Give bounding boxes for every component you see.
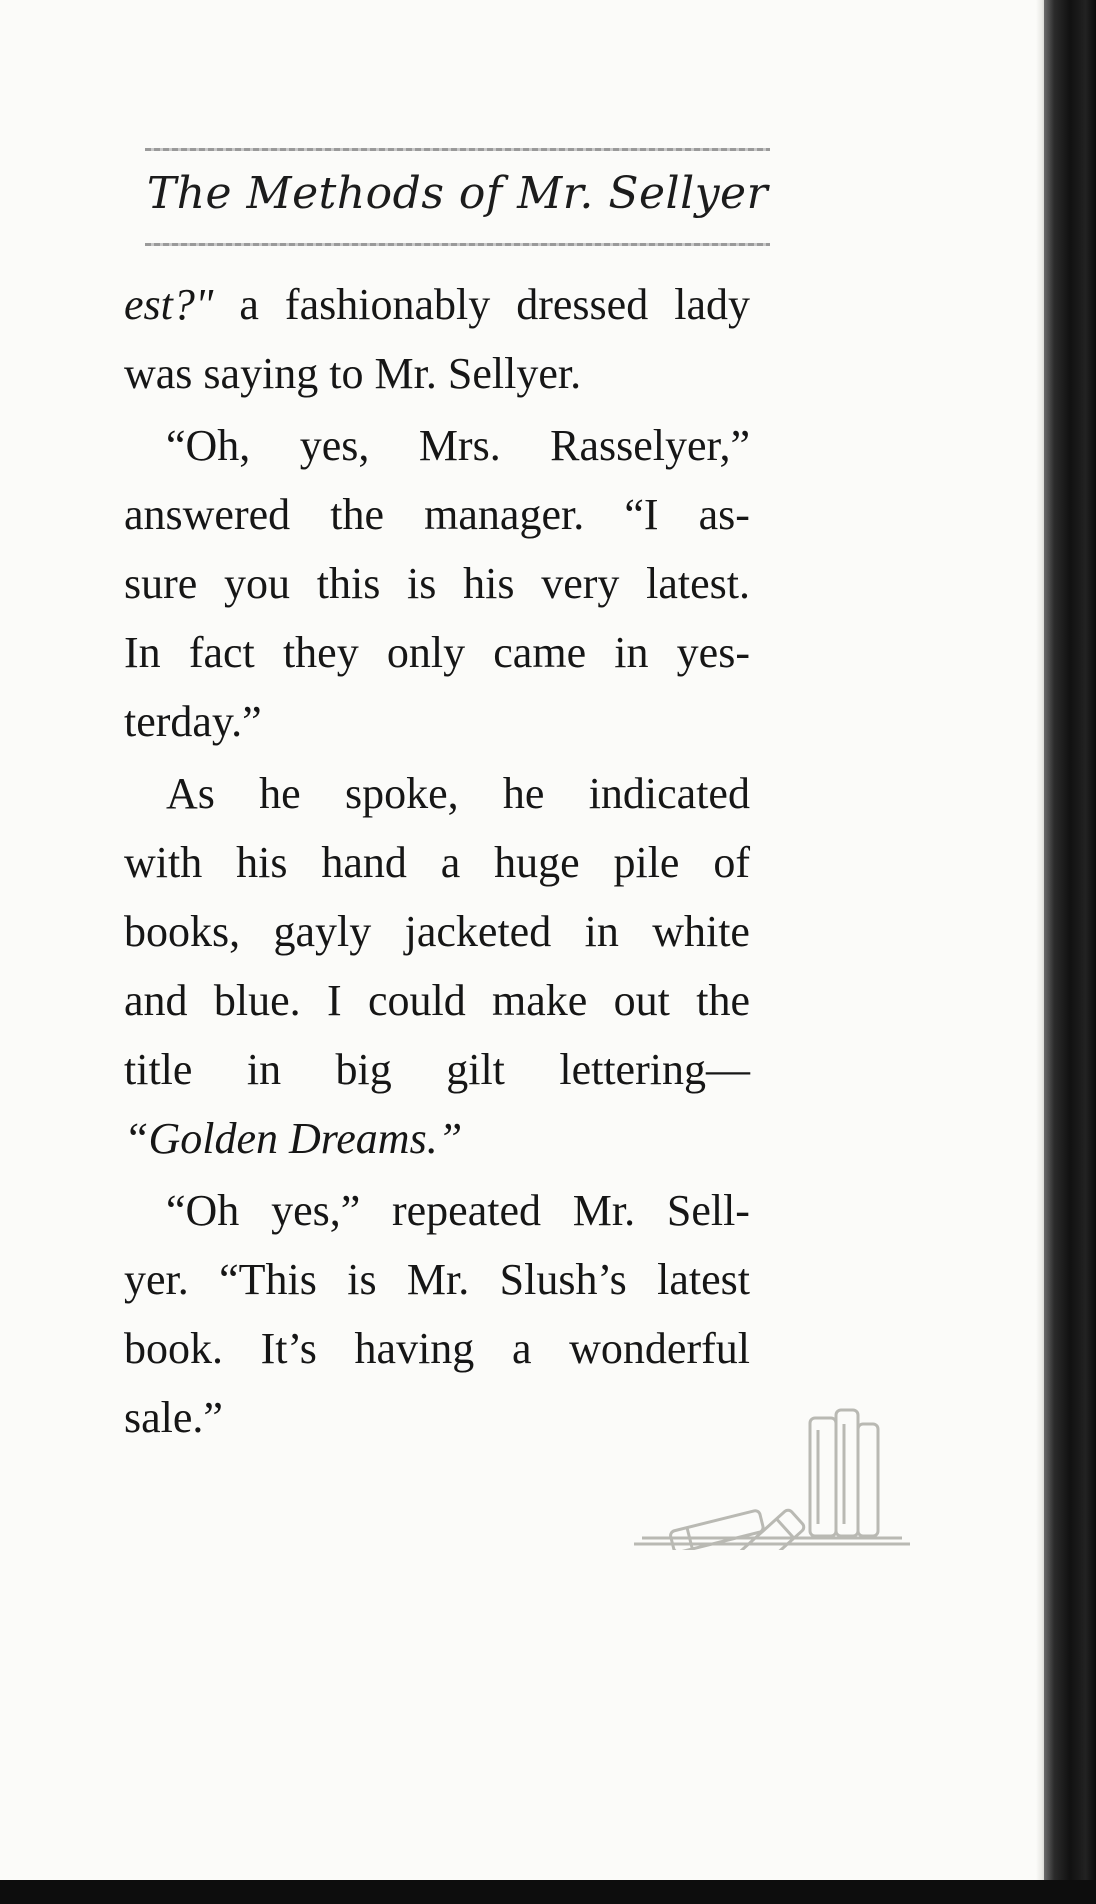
- text-line: [124, 759, 750, 828]
- word: Mr.: [572, 1186, 636, 1235]
- word: Sell-: [666, 1186, 750, 1235]
- word: his: [463, 559, 515, 608]
- text-line: [124, 966, 750, 1035]
- word: Mrs.: [418, 421, 501, 470]
- books-on-shelf-icon: [632, 1400, 912, 1550]
- word: spoke,: [344, 769, 459, 818]
- word: yes,: [299, 421, 370, 470]
- word: his: [236, 838, 288, 887]
- word: with: [124, 838, 203, 887]
- word: Mr.: [406, 1255, 470, 1304]
- word: indicated: [588, 769, 750, 818]
- header-rule-bottom: [145, 243, 770, 246]
- word: a: [511, 1324, 532, 1373]
- word: “Oh,: [166, 421, 251, 470]
- word: latest.: [646, 559, 750, 608]
- word: lady: [674, 280, 750, 329]
- body-text: [124, 270, 750, 1452]
- word: white: [652, 907, 750, 956]
- word: fact: [188, 628, 255, 677]
- word: yes,”: [271, 1186, 361, 1235]
- word: is: [347, 1255, 377, 1304]
- text-line: [124, 411, 750, 480]
- word: huge: [494, 838, 580, 887]
- word: they: [282, 628, 359, 677]
- word: in: [614, 628, 649, 677]
- word: gilt: [446, 1045, 505, 1094]
- word: a: [440, 838, 461, 887]
- word: fashionably: [284, 280, 491, 329]
- word: jacketed: [404, 907, 552, 956]
- word: a: [239, 280, 259, 329]
- word: answered: [124, 490, 291, 539]
- word: is: [407, 559, 437, 608]
- text-line: [124, 549, 750, 618]
- text-line: [124, 618, 750, 687]
- running-head: The Methods of Mr. Sellyer: [146, 168, 769, 219]
- word: the: [696, 976, 750, 1025]
- text-line: [124, 687, 750, 756]
- text-line: [124, 480, 750, 549]
- word: book.: [124, 1324, 223, 1373]
- word: Slush’s: [499, 1255, 627, 1304]
- word: gayly: [273, 907, 372, 956]
- word: in: [584, 907, 619, 956]
- word: the: [330, 490, 385, 539]
- word: est?": [124, 280, 214, 329]
- word: having: [354, 1324, 475, 1373]
- text-line: [124, 1035, 750, 1104]
- word: I: [326, 976, 342, 1025]
- italic-title: “Golden Dreams.”: [124, 1114, 463, 1163]
- word: only: [386, 628, 466, 677]
- word: lettering—: [559, 1045, 750, 1094]
- word: as-: [698, 490, 750, 539]
- word: make: [492, 976, 588, 1025]
- word: terday.”: [124, 697, 262, 746]
- header-rule-top: [145, 148, 770, 151]
- scan-bottom-edge: [0, 1880, 1096, 1904]
- word: “I: [624, 490, 659, 539]
- word: he: [259, 769, 301, 818]
- word: yer.: [124, 1255, 189, 1304]
- word: in: [246, 1045, 282, 1094]
- word: pile: [613, 838, 680, 887]
- word: “Oh: [166, 1186, 240, 1235]
- word: big: [335, 1045, 392, 1094]
- word: wonderful: [569, 1324, 750, 1373]
- text-line: [124, 828, 750, 897]
- text-line: [124, 270, 750, 339]
- word: this: [316, 559, 381, 608]
- word: you: [224, 559, 291, 608]
- word: of: [713, 838, 750, 887]
- word: and: [124, 976, 188, 1025]
- word: he: [502, 769, 545, 818]
- word: “This: [219, 1255, 317, 1304]
- text-line: [124, 1314, 750, 1383]
- word: In: [124, 628, 161, 677]
- word: dressed: [516, 280, 649, 329]
- word: As: [166, 769, 215, 818]
- book-spine: [1044, 0, 1096, 1904]
- text-line: [124, 1176, 750, 1245]
- word: latest: [657, 1255, 750, 1304]
- word: very: [541, 559, 620, 608]
- word: sale.”: [124, 1393, 223, 1442]
- text-line: [124, 1245, 750, 1314]
- word: blue.: [213, 976, 301, 1025]
- word: Rasselyer,”: [550, 421, 750, 470]
- word: yes-: [676, 628, 750, 677]
- word: came: [493, 628, 587, 677]
- word: books,: [124, 907, 241, 956]
- word: sure: [124, 559, 198, 608]
- word: hand: [321, 838, 407, 887]
- text-line: [124, 339, 750, 408]
- word: out: [613, 976, 670, 1025]
- word: could: [367, 976, 466, 1025]
- word: title: [124, 1045, 193, 1094]
- text-line: [124, 1104, 750, 1173]
- word: manager.: [424, 490, 585, 539]
- word: It’s: [260, 1324, 317, 1373]
- word: was saying to Mr. Sellyer.: [124, 349, 582, 398]
- word: repeated: [392, 1186, 541, 1235]
- text-line: [124, 897, 750, 966]
